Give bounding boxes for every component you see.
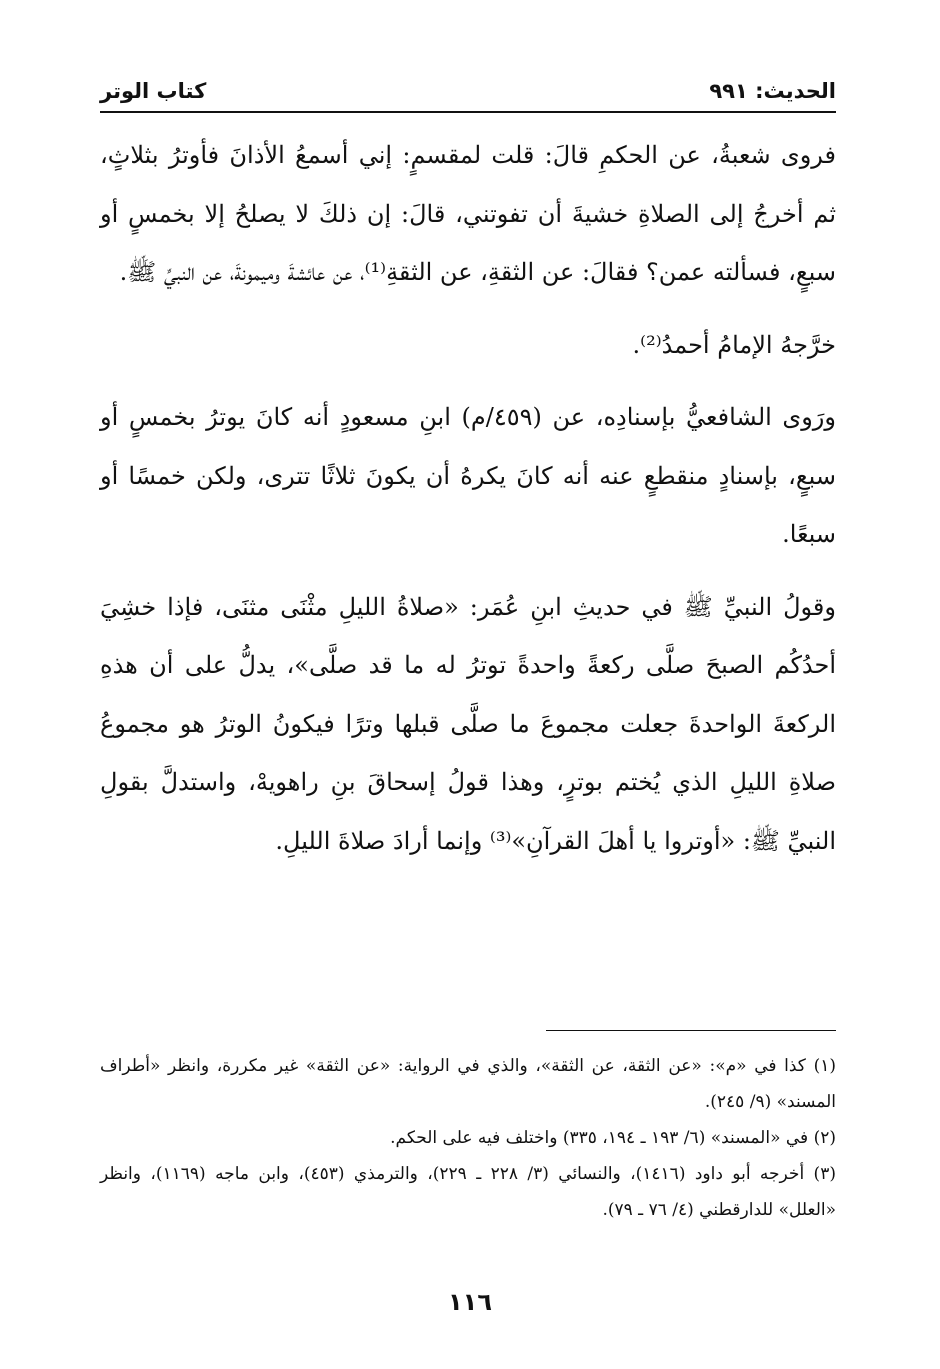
- footnote-1: (١) كذا في «م»: «عن الثقة، عن الثقة»، والذي في الرواية: «عن الثقة» غير مكررة، وانظر «أطراف المسند» (٩/ ٢٤٥).: [100, 1056, 836, 1112]
- paragraph-4: وقولُ النبيِّ ﷺ في حديثِ ابنِ عُمَر: «صلاةُ الليلِ مثْنَى مثنَى، فإذا خشِيَ أحدُكُم الصبحَ صلَّى ركعةً واحدةً توترُ له ما قد صلَّى»، يدلُّ على أن هذهِ الركعةَ الواحدةَ جعلت مجموعَ ما صلَّى قبلها وترًا فيكونُ الوترُ هو مجموعُ صلاةِ الليلِ الذي يُختم بوترٍ، وهذا قولُ إسحاقَ بنِ راهويهْ، واستدلَّ بقولِ النبيِّ ﷺ: «أوتروا يا أهلَ القرآنِ»⁽³⁾ وإنما أرادَ صلاةَ الليلِ.: [100, 592, 836, 855]
- footnote-divider: [546, 1030, 836, 1031]
- footnotes: [100, 1048, 836, 1228]
- paragraph-1: فروى شعبةُ، عن الحكمِ قالَ: قلت لمقسمٍ: إني أسمعُ الأذانَ فأوترُ بثلاثٍ، ثم أخرجُ إلى الصلاةِ خشيةَ أن تفوتني، قالَ: إن ذلكَ لا يصلحُ إلا بخمسٍ أو سبعٍ، فسألته عمن؟ فقالَ: عن الثقةِ، عن الثقةِ⁽¹⁾، عن عائشةَ وميمونةَ، عن النبيِّ ﷺ.: [100, 141, 836, 286]
- footnote-2: (٢) في «المسند» (٦/ ١٩٣ ـ ١٩٤، ٣٣٥) واختلف فيه على الحكم.: [390, 1128, 836, 1148]
- footnote-3: (٣) أخرجه أبو داود (١٤١٦)، والنسائي (٣/ ٢٢٨ ـ ٢٢٩)، والترمذي (٤٥٣)، وابن ماجه (١١٦٩)، وانظر «العلل» للدارقطني (٤/ ٧٦ ـ ٧٩).: [100, 1164, 836, 1220]
- paragraph-3: ورَوى الشافعيُّ بإسنادِه، عن (٤٥٩/م) ابنِ مسعودٍ أنه كانَ يوترُ بخمسٍ أو سبعٍ، بإسنادٍ منقطعٍ عنه أنه كانَ يكرهُ أن يكونَ ثلاثًا تترى، ولكن خمسًا أو سبعًا.: [100, 403, 836, 548]
- running-header: [100, 74, 836, 108]
- book-title: كتاب الوتر: [100, 79, 207, 103]
- main-text: [100, 126, 836, 884]
- page-number: ١١٦: [448, 1288, 492, 1316]
- header-divider: [100, 111, 836, 113]
- hadith-number-label: الحديث: ٩٩١: [709, 79, 836, 103]
- paragraph-2: خرَّجهُ الإمامُ أحمدُ⁽²⁾.: [632, 330, 836, 359]
